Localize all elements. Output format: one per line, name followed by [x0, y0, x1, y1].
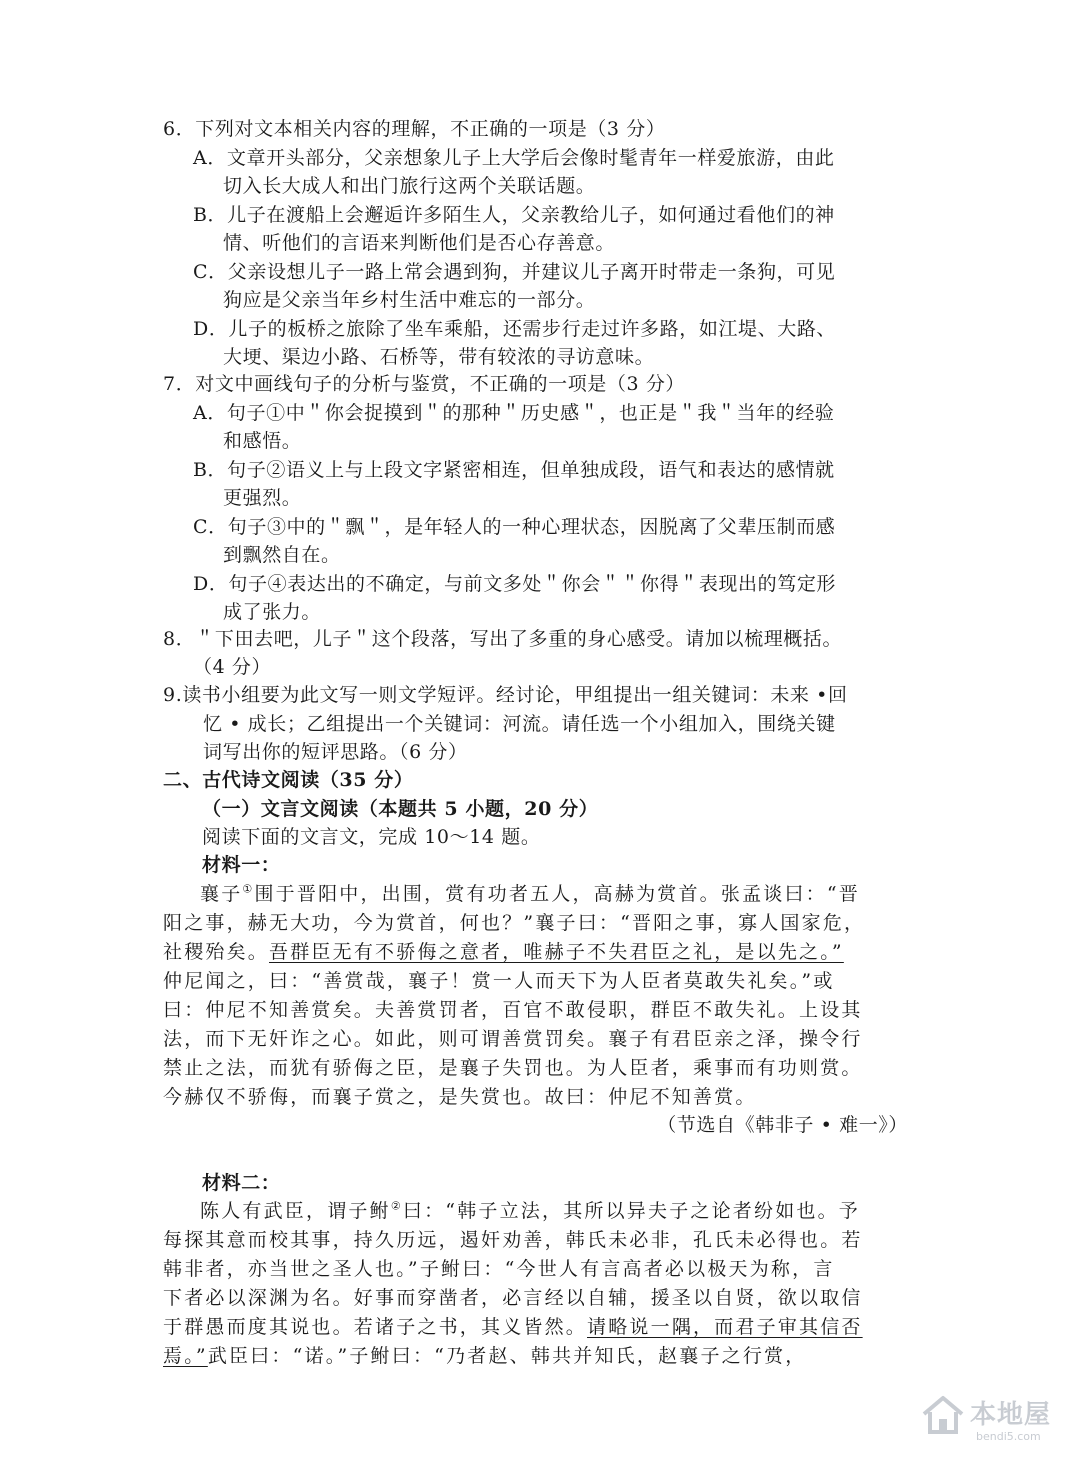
q9-stem: 9.读书小组要为此文写一则文学短评。经讨论，甲组提出一组关键词：未来 •回 [163, 684, 848, 706]
q7-option-a: A．句子①中＂你会捉摸到＂的那种＂历史感＂，也正是＂我＂当年的经验 [193, 402, 835, 424]
q9-stem-cont-1: 忆 • 成长；乙组提出一个关键词：河流。请任选一个小组加入，围绕关键 [203, 713, 836, 735]
q6-stem: 6．下列对文本相关内容的理解，不正确的一项是（3 分） [163, 118, 666, 140]
material-2-line [200, 1197, 860, 1225]
footnote-marker: ① [242, 882, 255, 896]
material-1-line: 今赫仅不骄侮，而襄子赏之，是失赏也。故曰：仲尼不知善赏。 [163, 1086, 757, 1108]
material-2-line: 每探其意而校其事，持久历远，遏奸劝善，韩氏未必非，孔氏未必得也。若 [163, 1229, 863, 1251]
material-1-line: 仲尼闻之，曰：“善赏哉，襄子！赏一人而天下为人臣者莫敢失礼矣。”或 [163, 970, 835, 992]
text-run: 围于晋阳中，出围，赏有功者五人，高赫为赏首。张孟谈曰：“晋 [254, 883, 860, 905]
text-run: 于群愚而度其说也。若诸子之书，其义皆然。 [163, 1316, 588, 1338]
q7-option-c: C．句子③中的＂飘＂，是年轻人的一种心理状态，因脱离了父辈压制而感 [193, 516, 836, 538]
material-1-line: 禁止之法，而犹有骄侮之臣，是襄子失罚也。为人臣者，乘事而有功则赏。 [163, 1057, 863, 1079]
text-run: 襄子 [200, 883, 243, 905]
q6-option-d: D．儿子的板桥之旅除了坐车乘船，还需步行走过许多路，如江堤、大路、 [193, 318, 837, 340]
q8-score: （4 分） [193, 656, 272, 678]
q7-option-a-cont: 和感悟。 [223, 430, 302, 452]
text-run: 社稷殆矣。 [163, 941, 270, 963]
q7-option-d-cont: 成了张力。 [223, 601, 322, 623]
q7-stem: 7．对文中画线句子的分析与鉴赏，不正确的一项是（3 分） [163, 373, 686, 395]
q6-option-b-cont: 情、听他们的言语来判断他们是否心存善意。 [223, 232, 616, 254]
text-run: 陈人有武臣，谓子鲋 [200, 1200, 391, 1222]
q8-stem: 8．＂下田去吧，儿子＂这个段落，写出了多重的身心感受。请加以梳理概括。 [163, 628, 843, 650]
q6-option-b: B．儿子在渡船上会邂逅许多陌生人，父亲教给儿子，如何通过看他们的神 [193, 204, 835, 226]
q6-option-a-cont: 切入长大成人和出门旅行这两个关联话题。 [223, 175, 596, 197]
material-2-line [163, 1313, 863, 1341]
footnote-marker: ② [390, 1199, 403, 1213]
text-run: 曰：“韩子立法，其所以异夫子之论者纷如也。予 [402, 1200, 860, 1222]
q6-option-a: A．文章开头部分，父亲想象儿子上大学后会像时髦青年一样爱旅游，由此 [193, 147, 835, 169]
subsection-title: （一）文言文阅读（本题共 5 小题，20 分） [202, 798, 599, 820]
q7-option-d: D．句子④表达出的不确定，与前文多处＂你会＂＂你得＂表现出的笃定形 [193, 573, 837, 595]
material-2-line: 下者必以深渊为名。好事而穿凿者，必言经以自辅，援圣以自贤，欲以取信 [163, 1287, 863, 1309]
watermark-text: 本地屋 [970, 1400, 1052, 1430]
material-2-heading: 材料二： [202, 1172, 281, 1194]
text-run: 武臣曰：“诺。”子鲋曰：“乃者赵、韩共并知氏，赵襄子之行赏， [207, 1345, 807, 1367]
q6-option-c: C．父亲设想儿子一路上常会遇到狗，并建议儿子离开时带走一条狗，可见 [193, 261, 836, 283]
material-1-line: 曰：仲尼不知善赏矣。夫善赏罚者，百官不敢侵职，群臣不敢失礼。上设其 [163, 999, 863, 1021]
instructions: 阅读下面的文言文，完成 10～14 题。 [202, 826, 541, 848]
underlined-sentence: 焉。” [163, 1345, 208, 1367]
material-1-heading: 材料一： [202, 854, 281, 876]
section-title: 二、古代诗文阅读（35 分） [163, 769, 414, 791]
material-1-line: 阳之事，赫无大功，今为赏首，何也？”襄子曰：“晋阳之事，寡人国家危， [163, 912, 866, 934]
watermark-url: bendi5.com [976, 1430, 1041, 1443]
watermark [920, 1388, 1060, 1448]
q9-stem-cont-2: 词写出你的短评思路。（6 分） [203, 741, 468, 763]
material-1-line: 法，而下无奸诈之心。如此，则可谓善赏罚矣。襄子有君臣亲之泽，操令行 [163, 1028, 863, 1050]
material-2-line: 韩非者，亦当世之圣人也。”子鲋曰：“今世人有言高者必以极天为称，言 [163, 1258, 835, 1280]
q7-option-b: B．句子②语义上与上段文字紧密相连，但单独成段，语气和表达的感情就 [193, 459, 835, 481]
underlined-sentence: 请略说一隅，而君子审其信否 [587, 1316, 863, 1338]
q7-option-b-cont: 更强烈。 [223, 487, 302, 509]
material-1-line [200, 880, 860, 908]
q6-option-d-cont: 大埂、渠边小路、石桥等，带有较浓的寻访意味。 [223, 346, 655, 368]
material-1-source: （节选自《韩非子 • 难一》） [657, 1114, 908, 1136]
house-logo-icon [920, 1392, 966, 1438]
q6-option-c-cont: 狗应是父亲当年乡村生活中难忘的一部分。 [223, 289, 596, 311]
underlined-sentence: 吾群臣无有不骄侮之意者，唯赫子不失君臣之礼，是以先之。” [269, 941, 844, 963]
material-2-line [163, 1342, 806, 1370]
q7-option-c-cont: 到飘然自在。 [223, 544, 341, 566]
material-1-line [163, 938, 844, 966]
